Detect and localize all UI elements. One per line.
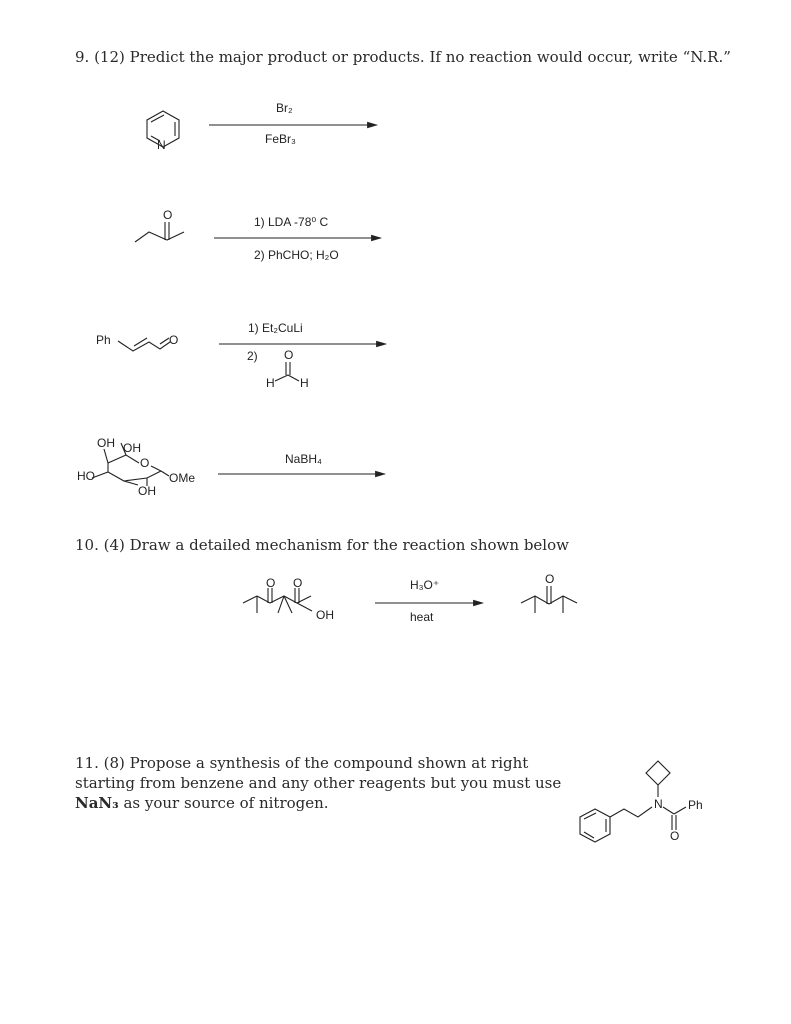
formaldehyde-structure (275, 362, 299, 381)
formaldehyde-o-atom: O (284, 348, 294, 362)
product-ketone-o: O (545, 572, 555, 586)
butanone-structure (135, 222, 184, 242)
q11-heading-suffix: as your source of nitrogen. (118, 794, 329, 812)
rxn1-reagent-bottom: FeBr₃ (265, 132, 296, 146)
ketone-product-structure (521, 586, 577, 613)
butanone-o-atom: O (163, 208, 173, 222)
rxn4-reagent-top: NaBH₄ (285, 452, 322, 466)
q10-heading: 10. (4) Draw a detailed mechanism for the reaction shown below (75, 536, 569, 554)
keto-acid-o-2: O (293, 576, 303, 590)
q10-reagent-bottom: heat (410, 610, 434, 624)
glycoside-ring-o: O (140, 456, 150, 470)
glycoside-ome: OMe (169, 471, 196, 485)
amide-n-atom: N (654, 797, 663, 811)
q11-heading-bold: NaN₃ (75, 794, 119, 812)
glycoside-ho: HO (77, 469, 95, 483)
q11-heading (75, 753, 575, 813)
enal-ph-group: Ph (96, 333, 111, 347)
rxn1-reagent-top: Br₂ (276, 101, 293, 115)
enal-o-atom: O (169, 333, 179, 347)
amide-o-atom: O (670, 829, 680, 843)
rxn3-reagent-top: 1) Et₂CuLi (248, 321, 303, 335)
q10-reagent-top: H₃O⁺ (410, 578, 440, 592)
q11-heading-prefix: 11. (8) Propose a synthesis of the compound shown at right starting from benzene and any other reagents but you must use (75, 754, 562, 792)
glycoside-oh-1: OH (97, 436, 115, 450)
q9-heading: 9. (12) Predict the major product or products. If no reaction would occur, write “N.R.” (75, 48, 731, 66)
formaldehyde-h2: H (300, 376, 309, 390)
amide-ph-group: Ph (688, 798, 703, 812)
rxn2-reagent-bottom: 2) PhCHO; H₂O (254, 248, 339, 262)
formaldehyde-h1: H (266, 376, 275, 390)
rxn2-reagent-top: 1) LDA -78⁰ C (254, 215, 329, 229)
keto-acid-o-1: O (266, 576, 276, 590)
enal-structure (118, 338, 170, 351)
pyridine-n-atom: N (157, 138, 166, 152)
beta-keto-acid-structure (243, 588, 312, 613)
rxn3-reagent-step2: 2) (247, 349, 258, 363)
keto-acid-oh: OH (316, 608, 334, 622)
glycoside-oh-2: OH (123, 441, 141, 455)
glycoside-oh-3: OH (138, 484, 156, 498)
